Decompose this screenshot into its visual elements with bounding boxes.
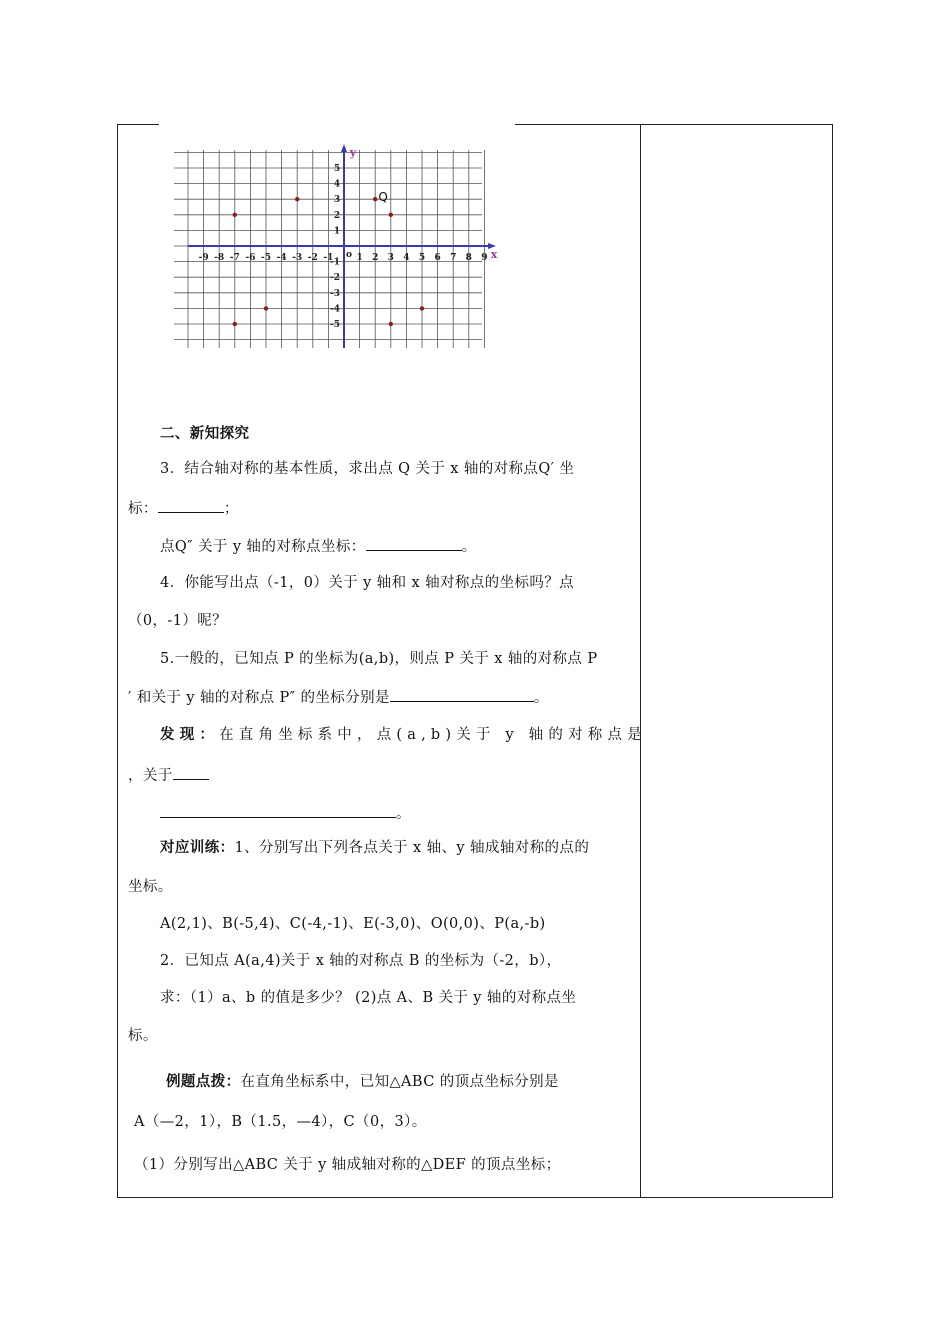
discover-line1	[160, 725, 647, 745]
top-border-right	[515, 124, 833, 125]
section-heading: 二、新知探究	[160, 425, 250, 442]
y-axis-arrow	[341, 144, 347, 152]
q5-line2-prefix: ′ 和关于 y 轴的对称点 P″ 的坐标分别是	[128, 690, 390, 706]
q3-line3	[160, 536, 477, 557]
x-tick-label: 6	[434, 253, 441, 263]
practice-text: 1、分别写出下列各点关于 x 轴、y 轴成轴对称的点的	[234, 840, 590, 856]
x-tick-label: 3	[387, 253, 394, 263]
q3-answer-blank-2[interactable]	[366, 536, 462, 551]
y-axis-label: y	[349, 146, 357, 159]
y-tick-label: -5	[330, 320, 340, 330]
y-tick-label: -3	[330, 288, 340, 299]
q3-line1: 3．结合轴对称的基本性质，求出点 Q 关于 x 轴的对称点Q′ 坐	[160, 461, 575, 477]
q4-line1: 4．你能写出点（-1，0）关于 y 轴和 x 轴对称点的坐标吗？点	[160, 575, 575, 591]
q3-line2-suffix: ；	[223, 501, 239, 517]
x-tick-label: 7	[450, 253, 457, 263]
column-divider	[640, 124, 641, 1198]
q5-line1: 5.一般的，已知点 P 的坐标为(a,b)，则点 P 关于 x 轴的对称点 P	[160, 651, 598, 667]
y-tick-label: -4	[330, 304, 340, 315]
left-border	[117, 124, 118, 1198]
q5-line2	[128, 687, 549, 708]
x-tick-label: 4	[403, 253, 410, 263]
y-tick-label: 2	[333, 210, 341, 221]
x-tick-label: -6	[245, 253, 256, 263]
grid-point	[233, 213, 237, 217]
discover-line2-prefix: ，关于	[128, 768, 173, 784]
x-tick-label: -2	[307, 253, 318, 263]
discover-text: 在直角坐标系中，点(a,b)关于 y 轴的对称点是	[219, 727, 647, 743]
example-line2: A（—2，1），B（1.5，—4），C（0，3）。	[134, 1114, 427, 1130]
y-tick-label: 3	[333, 195, 341, 206]
x-tick-label: -9	[198, 253, 209, 263]
y-tick-label: -2	[330, 273, 340, 284]
example-text: 在直角坐标系中，已知△ABC 的顶点坐标分别是	[240, 1074, 559, 1090]
q4-line2: （0，-1）呢？	[128, 613, 228, 629]
y-tick-label: 4	[333, 179, 341, 190]
example-label: 例题点拨：	[166, 1073, 241, 1090]
grid-point	[373, 197, 377, 201]
point-q-label: Q	[378, 190, 388, 205]
x-tick-label: 1	[356, 253, 363, 263]
q5-line2-suffix: 。	[533, 690, 549, 706]
example-line3: （1）分别写出△ABC 关于 y 轴成轴对称的△DEF 的顶点坐标；	[134, 1157, 561, 1173]
practice-line1	[160, 838, 589, 858]
example-line1	[166, 1072, 559, 1092]
grid-point	[420, 306, 424, 310]
coordinate-grid	[170, 142, 510, 357]
top-border-left	[117, 124, 159, 125]
grid-svg	[170, 142, 510, 357]
practice-label: 对应训练：	[160, 839, 235, 856]
discover-label: 发现：	[160, 726, 220, 743]
q3-line2-prefix: 标：	[128, 501, 158, 517]
x-tick-label: -7	[229, 253, 240, 263]
practice-line3: A(2,1)、B(-5,4)、C(-4,-1)、E(-3,0)、O(0,0)、P(a,-b)	[160, 916, 546, 932]
x-tick-label: -1	[323, 253, 334, 263]
x-tick-label: -8	[214, 253, 225, 263]
x-tick-label: 9	[481, 253, 488, 263]
discover-line2	[128, 765, 209, 786]
x-tick-label: 5	[418, 253, 426, 263]
discover-answer-blank-2[interactable]	[160, 803, 396, 818]
origin-label: o	[345, 250, 353, 260]
y-tick-label: 5	[333, 164, 341, 174]
q3-answer-blank-1[interactable]	[158, 498, 224, 513]
practice-line4: 2．已知点 A(a,4)关于 x 轴的对称点 B 的坐标为（-2，b），	[160, 953, 562, 969]
right-border	[832, 124, 833, 1198]
grid-point	[389, 322, 393, 326]
grid-point	[264, 306, 268, 310]
y-tick-label: 1	[333, 226, 341, 237]
grid-point	[233, 322, 237, 326]
q3-line3-prefix: 点Q″ 关于 y 轴的对称点坐标：	[160, 539, 366, 555]
q5-answer-blank[interactable]	[390, 687, 534, 702]
x-tick-label: -4	[276, 253, 287, 263]
y-tick-label: -1	[330, 257, 340, 268]
x-tick-label: 8	[465, 253, 472, 263]
discover-answer-blank-1[interactable]	[173, 765, 209, 780]
grid-point	[389, 213, 393, 217]
discover-line3-suffix: 。	[396, 806, 411, 822]
x-tick-label: 2	[372, 253, 379, 263]
bottom-border	[117, 1197, 833, 1198]
discover-line3	[160, 803, 411, 824]
q3-line2	[128, 498, 239, 519]
practice-line5: 求：（1）a、b 的值是多少？ (2)点 A、B 关于 y 轴的对称点坐	[160, 990, 577, 1006]
grid-point	[295, 197, 299, 201]
practice-line2: 坐标。	[128, 879, 173, 895]
practice-line6: 标。	[128, 1028, 158, 1044]
x-tick-label: -5	[261, 253, 271, 263]
x-axis-label: x	[490, 248, 498, 261]
x-tick-label: -3	[292, 253, 303, 263]
q3-line3-suffix: 。	[461, 539, 477, 555]
